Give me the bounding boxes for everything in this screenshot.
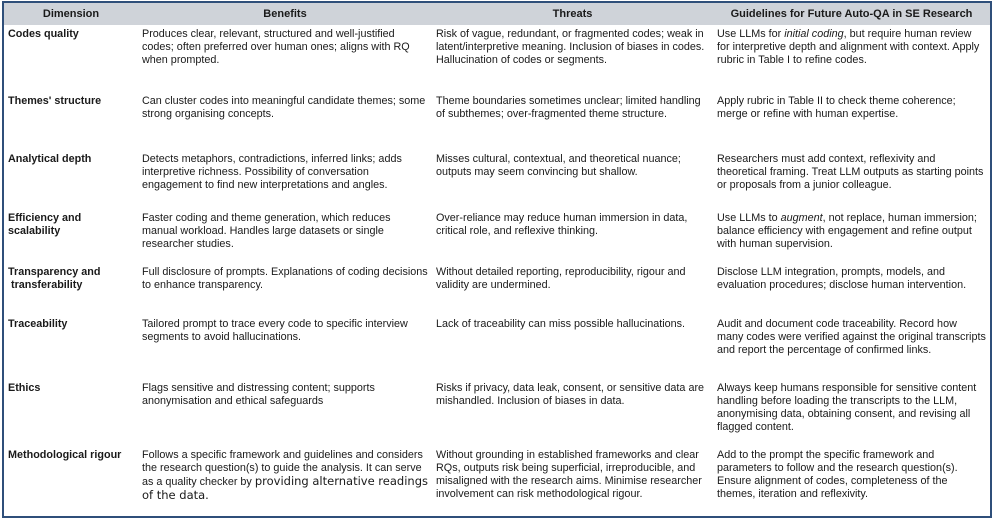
benefits-text: Follows a specific framework and guidelines and considers the research question(s) to guide the analysis. It can serve as a quality checker by: [142, 449, 423, 488]
row-threats: Without detailed reporting, reproducibility, rigour and validity are undermined.: [436, 266, 686, 291]
table-row: [4, 263, 990, 315]
row-benefits: Can cluster codes into meaningful candidate themes; some strong organising concepts.: [142, 95, 426, 120]
row-benefits: Flags sensitive and distressing content; supports anonymisation and ethical safeguards: [142, 382, 375, 407]
row-dimension: Ethics: [8, 382, 41, 394]
row-guidelines: Audit and document code traceability. Record how many codes were verified against the original transcripts and report the percentage of confirmed links.: [717, 318, 986, 356]
header-guidelines: Guidelines for Future Auto-QA in SE Research: [730, 8, 973, 20]
row-threats: Risk of vague, redundant, or fragmented codes; weak in latent/interpretive meaning. Inclusion of biases in codes. Hallucination of codes or segments.: [436, 28, 705, 66]
header-benefits: Benefits: [263, 8, 307, 20]
guidelines-emphasis: initial coding: [784, 28, 844, 40]
row-threats: Theme boundaries sometimes unclear; limited handling of subthemes; over-fragmented theme structure.: [436, 95, 701, 120]
row-benefits: Faster coding and theme generation, which reduces manual workload. Handles large datasets or single researcher studies.: [142, 212, 391, 250]
guidelines-text-start: Use LLMs to: [717, 212, 781, 224]
row-benefits: [138, 446, 432, 519]
row-threats: Lack of traceability can miss possible hallucinations.: [436, 318, 686, 330]
table-row: [4, 92, 990, 150]
row-guidelines: Add to the prompt the specific framework and parameters to follow and the research question(s). Ensure alignment of codes, completeness of the themes, iteration and reflexivity.: [717, 449, 958, 500]
dimension-line-2: transferability: [8, 279, 83, 291]
guidelines-text-start: Use LLMs for: [717, 28, 785, 40]
row-dimension: Themes' structure: [8, 95, 102, 107]
row-guidelines: Apply rubric in Table II to check theme coherence; merge or refine with human expertise.: [717, 95, 956, 120]
table-row: [4, 150, 990, 209]
row-benefits: Full disclosure of prompts. Explanations of coding decisions to enhance transparency.: [142, 266, 428, 291]
row-dimension: Analytical depth: [8, 153, 92, 165]
row-threats: Misses cultural, contextual, and theoretical nuance; outputs may seem convincing but shallow.: [436, 153, 681, 178]
row-threats: Over-reliance may reduce human immersion in data, critical role, and reflexive thinking.: [436, 212, 688, 237]
row-threats: Without grounding in established frameworks and clear RQs, outputs risk being superficial, irreproducible, and misaligned with the research aims. Minimise researcher involvement can risk methodological rigour.: [436, 449, 702, 500]
row-benefits: Tailored prompt to trace every code to specific interview segments to avoid hallucinations.: [142, 318, 408, 343]
row-dimension: Traceability: [8, 318, 68, 330]
row-dimension: Codes quality: [8, 28, 79, 40]
header-row: [4, 3, 990, 25]
row-benefits: Detects metaphors, contradictions, inferred links; adds interpretive richness. Possibility of conversation engagement to find new interpretations and angles.: [142, 153, 402, 191]
header-threats: Threats: [552, 8, 593, 20]
table-row: [4, 25, 990, 92]
table-body: [4, 25, 990, 519]
table-header: [4, 3, 990, 25]
row-dimension: [4, 263, 138, 315]
row-guidelines: [713, 25, 990, 92]
row-guidelines: Disclose LLM integration, prompts, models, and evaluation procedures; disclose human intervention.: [717, 266, 967, 291]
guidelines-table: [4, 3, 990, 519]
table-row: [4, 209, 990, 263]
table-row: [4, 379, 990, 446]
row-guidelines: Researchers must add context, reflexivity and theoretical framing. Treat LLM outputs as starting points or proposals from a junior colleague.: [717, 153, 984, 191]
dimension-line-1: Transparency and: [8, 266, 101, 278]
guidelines-text-end: , not replace, human immersion; balance efficiency with engagement and refine output with human supervision.: [717, 212, 977, 250]
row-threats: Risks if privacy, data leak, consent, or sensitive data are mishandled. Inclusion of biases in data.: [436, 382, 705, 407]
header-dimension: Dimension: [42, 8, 100, 20]
row-guidelines: Always keep humans responsible for sensitive content handling before loading the transcripts to the LLM, anonymising data, obtaining consent, and revising all flagged content.: [717, 382, 977, 433]
table-row: [4, 315, 990, 379]
table-row: [4, 446, 990, 519]
guidelines-text-end: , but require human review for interpretive depth and alignment with context. Apply rubric in Table I to refine codes.: [717, 28, 980, 66]
row-benefits: Produces clear, relevant, structured and well-justified codes; often preferred over human ones; aligns with RQ when prompted.: [142, 28, 410, 66]
row-dimension: Methodological rigour: [8, 449, 122, 461]
guidelines-table-frame: [2, 1, 992, 518]
guidelines-emphasis: augment: [780, 212, 823, 224]
benefits-text-tail: providing alternative readings of the data.: [142, 474, 428, 502]
row-dimension: Efficiency and scalability: [8, 212, 82, 237]
row-guidelines: [713, 209, 990, 263]
